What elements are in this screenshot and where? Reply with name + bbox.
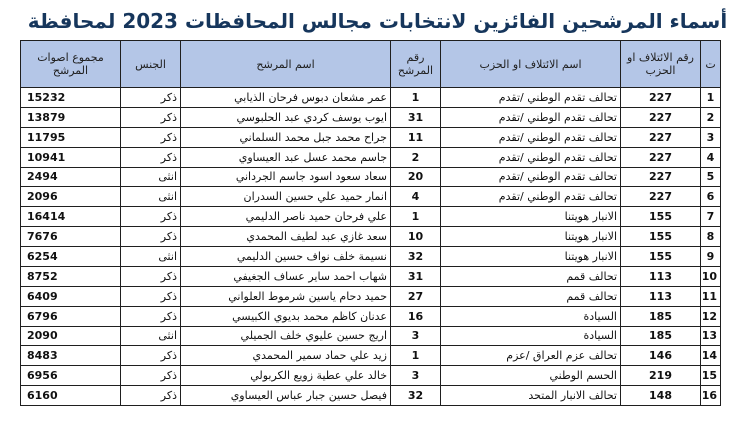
cell-candidate-name: جراح محمد جبل محمد السلماني <box>181 127 391 147</box>
cell-alliance-code: 155 <box>621 227 701 247</box>
table-row <box>21 207 721 227</box>
cell-votes: 16414 <box>21 207 121 227</box>
cell-seq: 11 <box>701 286 721 306</box>
cell-alliance-code: 227 <box>621 107 701 127</box>
table-body <box>21 88 721 406</box>
cell-votes: 6254 <box>21 247 121 267</box>
cell-alliance-name: الحسم الوطني <box>441 366 621 386</box>
table-row <box>21 266 721 286</box>
table-row <box>21 286 721 306</box>
cell-alliance-name: الانبار هويتنا <box>441 247 621 267</box>
table-row <box>21 107 721 127</box>
cell-seq: 8 <box>701 227 721 247</box>
cell-candidate-name: سعاد سعود اسود جاسم الجرداني <box>181 167 391 187</box>
cell-candidate-name: عمر مشعان دبوس فرحان الذيابي <box>181 88 391 108</box>
cell-seq: 1 <box>701 88 721 108</box>
cell-candidate-no: 2 <box>391 147 441 167</box>
cell-alliance-name: تحالف تقدم الوطني /تقدم <box>441 107 621 127</box>
cell-alliance-code: 227 <box>621 88 701 108</box>
cell-candidate-no: 20 <box>391 167 441 187</box>
cell-alliance-name: تحالف تقدم الوطني /تقدم <box>441 88 621 108</box>
cell-candidate-name: علي فرحان حميد ناصر الدليمي <box>181 207 391 227</box>
cell-candidate-no: 31 <box>391 107 441 127</box>
header-candidate-name: اسم المرشح <box>181 41 391 88</box>
header-gender: الجنس <box>121 41 181 88</box>
cell-seq: 7 <box>701 207 721 227</box>
cell-alliance-code: 113 <box>621 266 701 286</box>
cell-candidate-name: شهاب احمد ساير عساف الجغيفي <box>181 266 391 286</box>
cell-gender: ذكر <box>121 107 181 127</box>
cell-alliance-name: تحالف تقدم الوطني /تقدم <box>441 127 621 147</box>
cell-candidate-name: انمار حميد علي حسين السدران <box>181 187 391 207</box>
header-alliance-name: اسم الائتلاف او الحزب <box>441 41 621 88</box>
cell-gender: ذكر <box>121 127 181 147</box>
cell-votes: 15232 <box>21 88 121 108</box>
header-votes: مجموع اصوات المرشح <box>21 41 121 88</box>
cell-seq: 15 <box>701 366 721 386</box>
cell-candidate-no: 1 <box>391 207 441 227</box>
table-row <box>21 366 721 386</box>
cell-votes: 8483 <box>21 346 121 366</box>
cell-candidate-no: 31 <box>391 266 441 286</box>
cell-votes: 10941 <box>21 147 121 167</box>
table-header-row <box>21 41 721 88</box>
table-row <box>21 247 721 267</box>
cell-candidate-name: اريج حسين عليوي خلف الجميلي <box>181 326 391 346</box>
cell-gender: ذكر <box>121 147 181 167</box>
cell-alliance-name: الانبار هويتنا <box>441 207 621 227</box>
cell-gender: ذكر <box>121 286 181 306</box>
cell-alliance-code: 155 <box>621 247 701 267</box>
cell-candidate-no: 3 <box>391 326 441 346</box>
cell-alliance-code: 185 <box>621 326 701 346</box>
table-row <box>21 167 721 187</box>
cell-alliance-name: تحالف تقدم الوطني /تقدم <box>441 187 621 207</box>
cell-candidate-name: ايوب يوسف كردي عبد الحلبوسي <box>181 107 391 127</box>
cell-seq: 2 <box>701 107 721 127</box>
cell-gender: ذكر <box>121 88 181 108</box>
cell-seq: 5 <box>701 167 721 187</box>
cell-alliance-name: السيادة <box>441 306 621 326</box>
cell-alliance-code: 155 <box>621 207 701 227</box>
table-row <box>21 306 721 326</box>
cell-alliance-code: 227 <box>621 127 701 147</box>
cell-alliance-name: تحالف الانبار المتحد <box>441 386 621 406</box>
cell-candidate-name: جاسم محمد عسل عبد العيساوي <box>181 147 391 167</box>
cell-alliance-name: تحالف قمم <box>441 286 621 306</box>
cell-candidate-no: 1 <box>391 88 441 108</box>
cell-seq: 16 <box>701 386 721 406</box>
cell-candidate-name: عدنان كاظم محمد بديوي الكبيسي <box>181 306 391 326</box>
cell-candidate-name: خالد علي عطية زويع الكربولي <box>181 366 391 386</box>
cell-gender: ذكر <box>121 306 181 326</box>
cell-votes: 2096 <box>21 187 121 207</box>
cell-gender: ذكر <box>121 266 181 286</box>
table-row <box>21 147 721 167</box>
cell-candidate-name: حميد دحام ياسين شرموط العلواني <box>181 286 391 306</box>
cell-candidate-no: 32 <box>391 386 441 406</box>
cell-votes: 13879 <box>21 107 121 127</box>
cell-votes: 2494 <box>21 167 121 187</box>
cell-seq: 14 <box>701 346 721 366</box>
cell-alliance-name: تحالف تقدم الوطني /تقدم <box>441 167 621 187</box>
cell-alliance-code: 185 <box>621 306 701 326</box>
cell-candidate-no: 16 <box>391 306 441 326</box>
cell-gender: انثى <box>121 187 181 207</box>
cell-alliance-name: تحالف تقدم الوطني /تقدم <box>441 147 621 167</box>
cell-votes: 6956 <box>21 366 121 386</box>
cell-votes: 6796 <box>21 306 121 326</box>
cell-alliance-name: تحالف عزم العراق /عزم <box>441 346 621 366</box>
cell-gender: انثى <box>121 326 181 346</box>
cell-candidate-no: 1 <box>391 346 441 366</box>
cell-alliance-name: تحالف قمم <box>441 266 621 286</box>
cell-votes: 11795 <box>21 127 121 147</box>
cell-candidate-no: 27 <box>391 286 441 306</box>
cell-votes: 8752 <box>21 266 121 286</box>
cell-gender: انثى <box>121 167 181 187</box>
cell-candidate-no: 4 <box>391 187 441 207</box>
table-row <box>21 88 721 108</box>
cell-alliance-code: 113 <box>621 286 701 306</box>
cell-alliance-name: الانبار هويتنا <box>441 227 621 247</box>
header-alliance-code: رقم الائتلاف او الحزب <box>621 41 701 88</box>
cell-votes: 6160 <box>21 386 121 406</box>
table-row <box>21 227 721 247</box>
cell-votes: 7676 <box>21 227 121 247</box>
cell-seq: 10 <box>701 266 721 286</box>
page-title: أسماء المرشحين الفائزين لانتخابات مجالس المحافظات 2023 لمحافظة <box>27 9 728 33</box>
cell-seq: 12 <box>701 306 721 326</box>
cell-alliance-code: 219 <box>621 366 701 386</box>
cell-gender: ذكر <box>121 346 181 366</box>
cell-gender: ذكر <box>121 386 181 406</box>
cell-seq: 9 <box>701 247 721 267</box>
cell-alliance-code: 227 <box>621 187 701 207</box>
cell-candidate-name: سعد غازي عبد لطيف المحمدي <box>181 227 391 247</box>
cell-alliance-code: 146 <box>621 346 701 366</box>
cell-gender: ذكر <box>121 207 181 227</box>
winners-table <box>20 40 721 406</box>
table-row <box>21 127 721 147</box>
header-candidate-no: رقم المرشح <box>391 41 441 88</box>
cell-seq: 3 <box>701 127 721 147</box>
cell-gender: ذكر <box>121 366 181 386</box>
cell-candidate-no: 32 <box>391 247 441 267</box>
cell-seq: 6 <box>701 187 721 207</box>
table-row <box>21 346 721 366</box>
cell-candidate-name: نسيمة خلف نواف حسين الدليمي <box>181 247 391 267</box>
table-row <box>21 187 721 207</box>
table-row <box>21 386 721 406</box>
cell-votes: 2090 <box>21 326 121 346</box>
cell-candidate-no: 3 <box>391 366 441 386</box>
cell-alliance-code: 227 <box>621 147 701 167</box>
cell-alliance-name: السيادة <box>441 326 621 346</box>
cell-seq: 4 <box>701 147 721 167</box>
header-seq: ت <box>701 41 721 88</box>
cell-seq: 13 <box>701 326 721 346</box>
table-row <box>21 326 721 346</box>
cell-alliance-code: 148 <box>621 386 701 406</box>
cell-candidate-no: 11 <box>391 127 441 147</box>
cell-gender: ذكر <box>121 227 181 247</box>
cell-gender: انثى <box>121 247 181 267</box>
cell-alliance-code: 227 <box>621 167 701 187</box>
cell-candidate-no: 10 <box>391 227 441 247</box>
cell-votes: 6409 <box>21 286 121 306</box>
cell-candidate-name: زيد علي حماد سمير المحمدي <box>181 346 391 366</box>
cell-candidate-name: فيصل حسين جبار عباس العيساوي <box>181 386 391 406</box>
